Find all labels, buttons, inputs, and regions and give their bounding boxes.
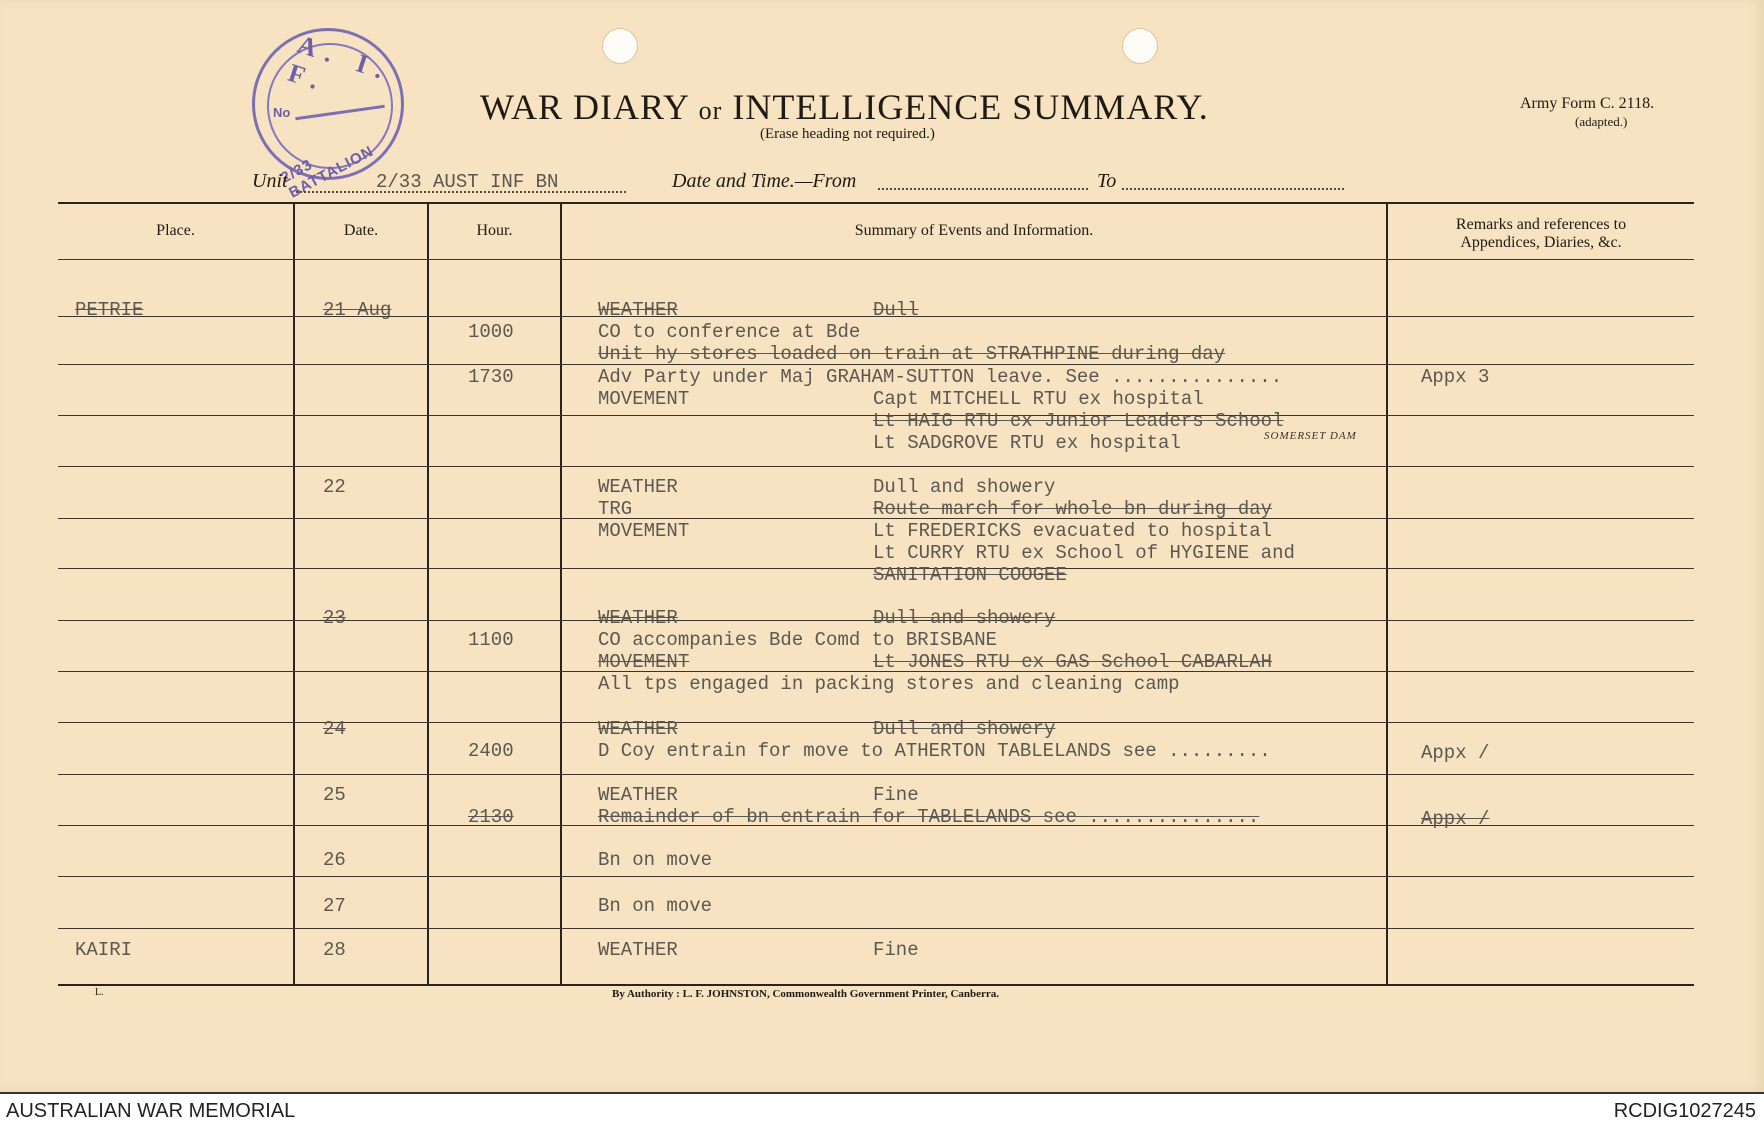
trg-label-22: TRG [598, 498, 633, 520]
hour-2400: 2400 [468, 740, 514, 762]
date-24: 24 [323, 718, 346, 740]
hour-1000: 1000 [468, 321, 514, 343]
header-remarks-1: Remarks and references to [1455, 216, 1627, 233]
entry-route-march: Route march for whole bn during day [873, 498, 1273, 520]
hour-2130: 2130 [468, 806, 514, 828]
weather-label-21: WEATHER [598, 299, 678, 321]
entry-sanitation: SANITATION COOGEE [873, 564, 1067, 586]
place-kairi: KAIRI [75, 939, 133, 961]
title-intelligence-summary: INTELLIGENCE SUMMARY. [732, 87, 1209, 127]
header-place: Place. [156, 222, 195, 239]
entry-d-coy: D Coy entrain for move to ATHERTON TABLELANDS see ......... [598, 740, 1271, 762]
punch-hole-left [602, 28, 638, 64]
unit-label: Unit [252, 170, 288, 192]
row-rule [58, 876, 1694, 877]
movement-label-22: MOVEMENT [598, 520, 690, 542]
entry-mitchell: Capt MITCHELL RTU ex hospital [873, 388, 1204, 410]
entry-bn-on-move-27: Bn on move [598, 895, 713, 917]
date-from-dots [878, 170, 1088, 190]
date-26: 26 [323, 849, 346, 871]
stamp-top-text: A. I. F. [284, 29, 397, 98]
date-27: 27 [323, 895, 346, 917]
weather-value-25: Fine [873, 784, 919, 806]
unit-value-field [296, 170, 626, 193]
header-rule [58, 259, 1694, 260]
entry-co-conference: CO to conference at Bde [598, 321, 861, 343]
header-summary: Summary of Events and Information. [854, 222, 1094, 239]
row-rule [58, 928, 1694, 929]
diary-table [58, 202, 1694, 986]
to-field [1122, 170, 1344, 196]
entry-bn-on-move-26: Bn on move [598, 849, 713, 871]
weather-label-25: WEATHER [598, 784, 678, 806]
remark-appx-3: Appx 3 [1421, 366, 1490, 388]
remark-appx-1b: Appx / [1421, 808, 1490, 830]
footer-mark: L. [95, 987, 104, 998]
entry-co-accompanies: CO accompanies Bde Comd to BRISBANE [598, 629, 998, 651]
movement-label-21: MOVEMENT [598, 388, 690, 410]
stamp-bottom-text: 2/33 BATTALION [278, 142, 377, 202]
row-rule [58, 466, 1694, 467]
army-form-number: Army Form C. 2118. [1520, 95, 1655, 112]
title-or: or [698, 96, 723, 125]
weather-label-28: WEATHER [598, 939, 678, 961]
stamp-no-label: No [273, 105, 291, 120]
hour-1100: 1100 [468, 629, 514, 651]
entry-remainder: Remainder of bn entrain for TABLELANDS see ............... [598, 806, 1260, 828]
date-22: 22 [323, 476, 346, 498]
entry-all-tps: All tps engaged in packing stores and cleaning camp [598, 673, 1180, 695]
remark-appx-1a: Appx / [1421, 742, 1490, 764]
date-from-label: Date and Time.—From [672, 170, 857, 192]
col-divider-hour [560, 204, 562, 984]
date-23: 23 [323, 607, 346, 629]
date-from-field [878, 170, 1088, 196]
weather-label-23: WEATHER [598, 607, 678, 629]
printer-authority: By Authority : L. F. JOHNSTON, Commonwealth Government Printer, Canberra. [612, 988, 1000, 1000]
handwritten-somerset-dam: SOMERSET DAM [1264, 430, 1357, 442]
weather-value-21: Dull [873, 299, 919, 321]
form-title [480, 86, 1280, 128]
header-hour: Hour. [476, 222, 513, 239]
row-rule [58, 774, 1694, 775]
entry-sadgrove: Lt SADGROVE RTU ex hospital [873, 432, 1181, 454]
entry-unit-hy-stores: Unit hy stores loaded on train at STRATHPINE during day [598, 343, 1226, 365]
header-date: Date. [343, 222, 379, 239]
date-25: 25 [323, 784, 346, 806]
to-dots [1122, 170, 1344, 190]
date-28: 28 [323, 939, 346, 961]
entry-fredericks: Lt FREDERICKS evacuated to hospital [873, 520, 1273, 542]
entry-jones: Lt JONES RTU ex GAS School CABARLAH [873, 651, 1273, 673]
date-21-aug: 21 Aug [323, 299, 392, 321]
entry-adv-party: Adv Party under Maj GRAHAM-SUTTON leave. See ............... [598, 366, 1283, 388]
unit-value: 2/33 AUST INF BN [296, 173, 626, 193]
header-remarks-2: Appendices, Diaries, &c. [1460, 234, 1622, 251]
entry-haig: Lt HAIG RTU ex Junior Leaders School [873, 410, 1284, 432]
archive-record-id: RCDIG1027245 [1613, 1100, 1756, 1122]
weather-label-22: WEATHER [598, 476, 678, 498]
movement-label-23: MOVEMENT [598, 651, 690, 673]
archive-name: AUSTRALIAN WAR MEMORIAL [6, 1100, 296, 1122]
col-divider-date [427, 204, 429, 984]
place-petrie: PETRIE [75, 299, 144, 321]
archive-caption-bar [0, 1092, 1764, 1126]
punch-hole-right [1122, 28, 1158, 64]
title-war-diary: WAR DIARY [480, 87, 689, 127]
col-divider-place [293, 204, 295, 984]
army-form-adapted: (adapted.) [1575, 114, 1628, 129]
form-subtitle: (Erase heading not required.) [760, 126, 935, 142]
hour-1730: 1730 [468, 366, 514, 388]
to-label: To [1097, 170, 1117, 192]
weather-value-24: Dull and showery [873, 718, 1056, 740]
col-divider-summary [1386, 204, 1388, 984]
weather-value-22: Dull and showery [873, 476, 1056, 498]
weather-value-28: Fine [873, 939, 919, 961]
weather-label-24: WEATHER [598, 718, 678, 740]
weather-value-23: Dull and showery [873, 607, 1056, 629]
entry-curry: Lt CURRY RTU ex School of HYGIENE and [873, 542, 1295, 564]
